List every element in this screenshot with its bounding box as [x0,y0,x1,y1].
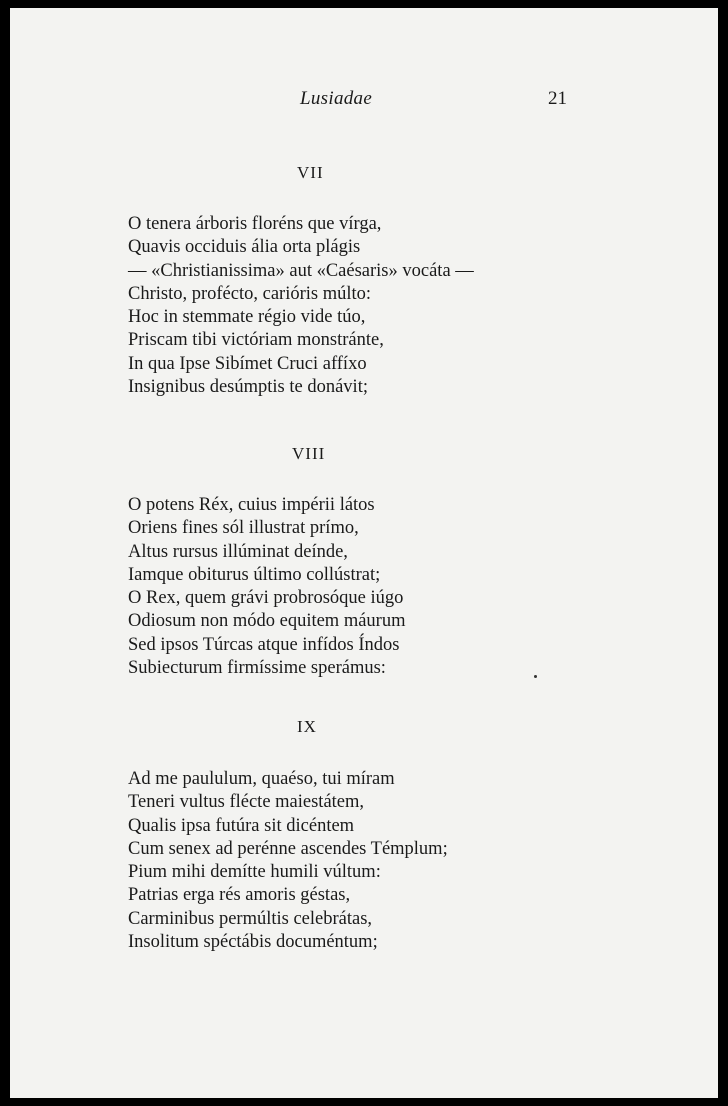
verse-line: Subiecturum firmíssime sperámus: [128,658,386,679]
verse-line: Qualis ipsa futúra sit dicéntem [128,815,355,836]
verse-line: — «Christianissima» aut «Caésaris» vocáta — [128,260,474,281]
book-page [10,8,718,1098]
verse-line: Cum senex ad perénne ascendes Témplum; [128,838,448,859]
verse-line: In qua Ipse Sibímet Cruci affíxo [128,353,367,374]
running-header-title: Lusiadae [300,88,373,109]
stanza-numeral-vii: VII [297,163,324,182]
verse-line: Christo, profécto, carióris múlto: [128,283,372,304]
verse-line: Carminibus permúltis celebrátas, [128,908,373,929]
verse-line: O Rex, quem grávi probrosóque iúgo [128,588,404,609]
verse-line: Insignibus desúmptis te donávit; [128,377,368,398]
stanza-viii [128,494,405,680]
verse-line: Oriens fines sól illustrat prímo, [128,518,359,539]
verse-line: Ad me paululum, quaéso, tui míram [128,769,395,789]
verse-line: Priscam tibi victóriam monstránte, [128,330,384,351]
page-speck [534,675,537,678]
verse-line: Sed ipsos Túrcas atque infídos Índos [128,634,400,655]
stanza-numeral-viii: VIII [292,444,326,463]
verse-line: O tenera árboris floréns que vírga, [128,214,382,234]
verse-line: Insolitum spéctábis documéntum; [128,932,378,953]
verse-line: Hoc in stemmate régio vide túo, [128,307,366,328]
page-number: 21 [548,88,567,109]
verse-line: O potens Réx, cuius impérii látos [128,495,375,515]
verse-line: Pium mihi demítte humili vúltum: [128,862,381,883]
verse-line: Altus rursus illúminat deínde, [128,541,348,562]
stanza-ix [128,768,448,954]
verse-line: Patrias erga rés amoris géstas, [128,885,351,906]
stanza-numeral-ix: IX [297,717,317,736]
verse-line: Teneri vultus flécte maiestátem, [128,792,365,813]
verse-line: Quavis occiduis ália orta plágis [128,237,361,258]
stanza-vii [128,213,474,399]
verse-line: Iamque obiturus último collústrat; [128,564,381,585]
verse-line: Odiosum non módo equitem máurum [128,611,406,632]
